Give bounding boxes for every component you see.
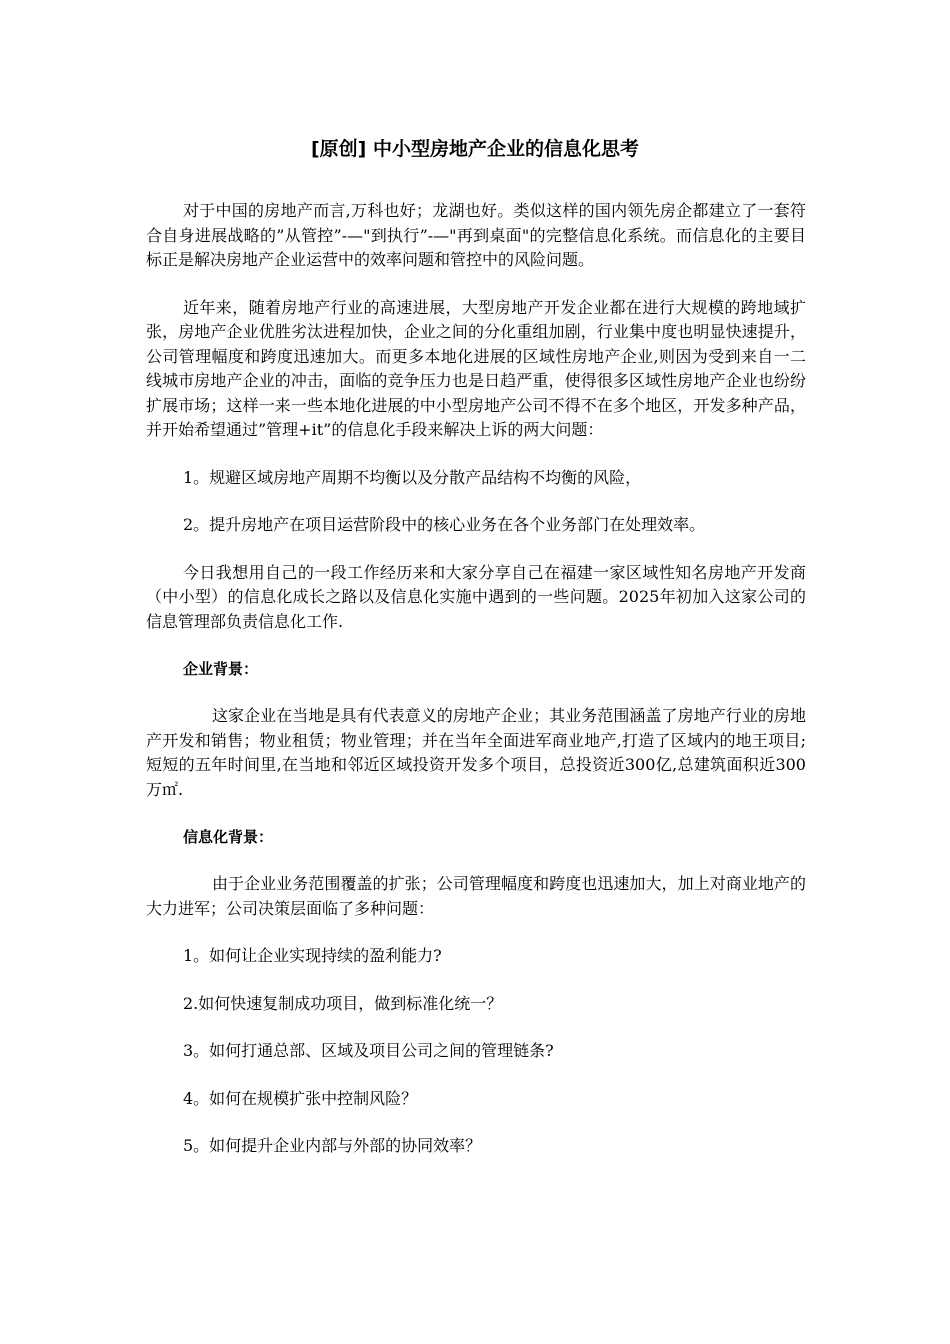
info-paragraph: 由于企业业务范围覆盖的扩张；公司管理幅度和跨度也迅速加大，加上对商业地产的大力进军；公司决策层面临了多种问题： (146, 874, 806, 918)
question-item-2: 2.如何快速复制成功项目，做到标准化统一？ (183, 993, 503, 1013)
intro-paragraph-2: 近年来，随着房地产行业的高速进展，大型房地产开发企业都在进行大规模的跨地域扩张，房地产企业优胜劣汰进程加快，企业之间的分化重组加剧，行业集中度也明显快速提升，公司管理幅度和跨度迅速加大。而更多本地化进展的区域性房地产企业,则因为受到来自一二线城市房地产企业的冲击，面临的竞争压力也是日趋严重，使得很多区域性房地产企业也纷纷扩展市场；这样一来一些本地化进展的中小型房地产公司不得不在多个地区，开发多种产品，并开始希望通过”管理+it”的信息化手段来解决上诉的两大问题： (146, 297, 806, 439)
problem-item-2: 2。提升房地产在项目运营阶段中的核心业务在各个业务部门在处理效率。 (183, 515, 706, 534)
intro-paragraph-1: 对于中国的房地产而言,万科也好；龙湖也好。类似这样的国内领先房企都建立了一套符合自身进展战略的”从管控”-—"到执行”-—"再到桌面"的完整信息化系统。而信息化的主要目标正是解决房地产企业运营中的效率问题和管控中的风险问题。 (146, 201, 806, 269)
question-item-3: 3。如何打通总部、区域及项目公司之间的管理链条? (183, 1041, 554, 1060)
document-body (146, 199, 806, 1182)
question-item-5: 5。如何提升企业内部与外部的协同效率？ (183, 1136, 482, 1155)
document-title: [原创] 中小型房地产企业的信息化思考 (311, 138, 639, 160)
enterprise-paragraph: 这家企业在当地是具有代表意义的房地产企业；其业务范围涵盖了房地产行业的房地产开发和销售；物业租赁；物业管理；并在当年全面进军商业地产,打造了区域内的地王项目;短短的五年时间里,在当地和邻近区域投资开发多个项目，总投资近300亿,总建筑面积近300万㎡. (146, 706, 806, 799)
problem-item-1: 1。规避区域房地产周期不均衡以及分散产品结构不均衡的风险， (183, 467, 642, 487)
enterprise-heading: 企业背景： (183, 660, 259, 678)
question-item-4: 4。如何在规模扩张中控制风险？ (183, 1088, 418, 1108)
question-item-1: 1。如何让企业实现持续的盈利能力? (183, 946, 442, 965)
info-heading: 信息化背景： (183, 828, 274, 846)
share-paragraph: 今日我想用自己的一段工作经历来和大家分享自己在福建一家区域性知名房地产开发商（中小型）的信息化成长之路以及信息化实施中遇到的一些问题。2025年初加入这家公司的信息管理部负责信息化工作. (146, 562, 806, 631)
